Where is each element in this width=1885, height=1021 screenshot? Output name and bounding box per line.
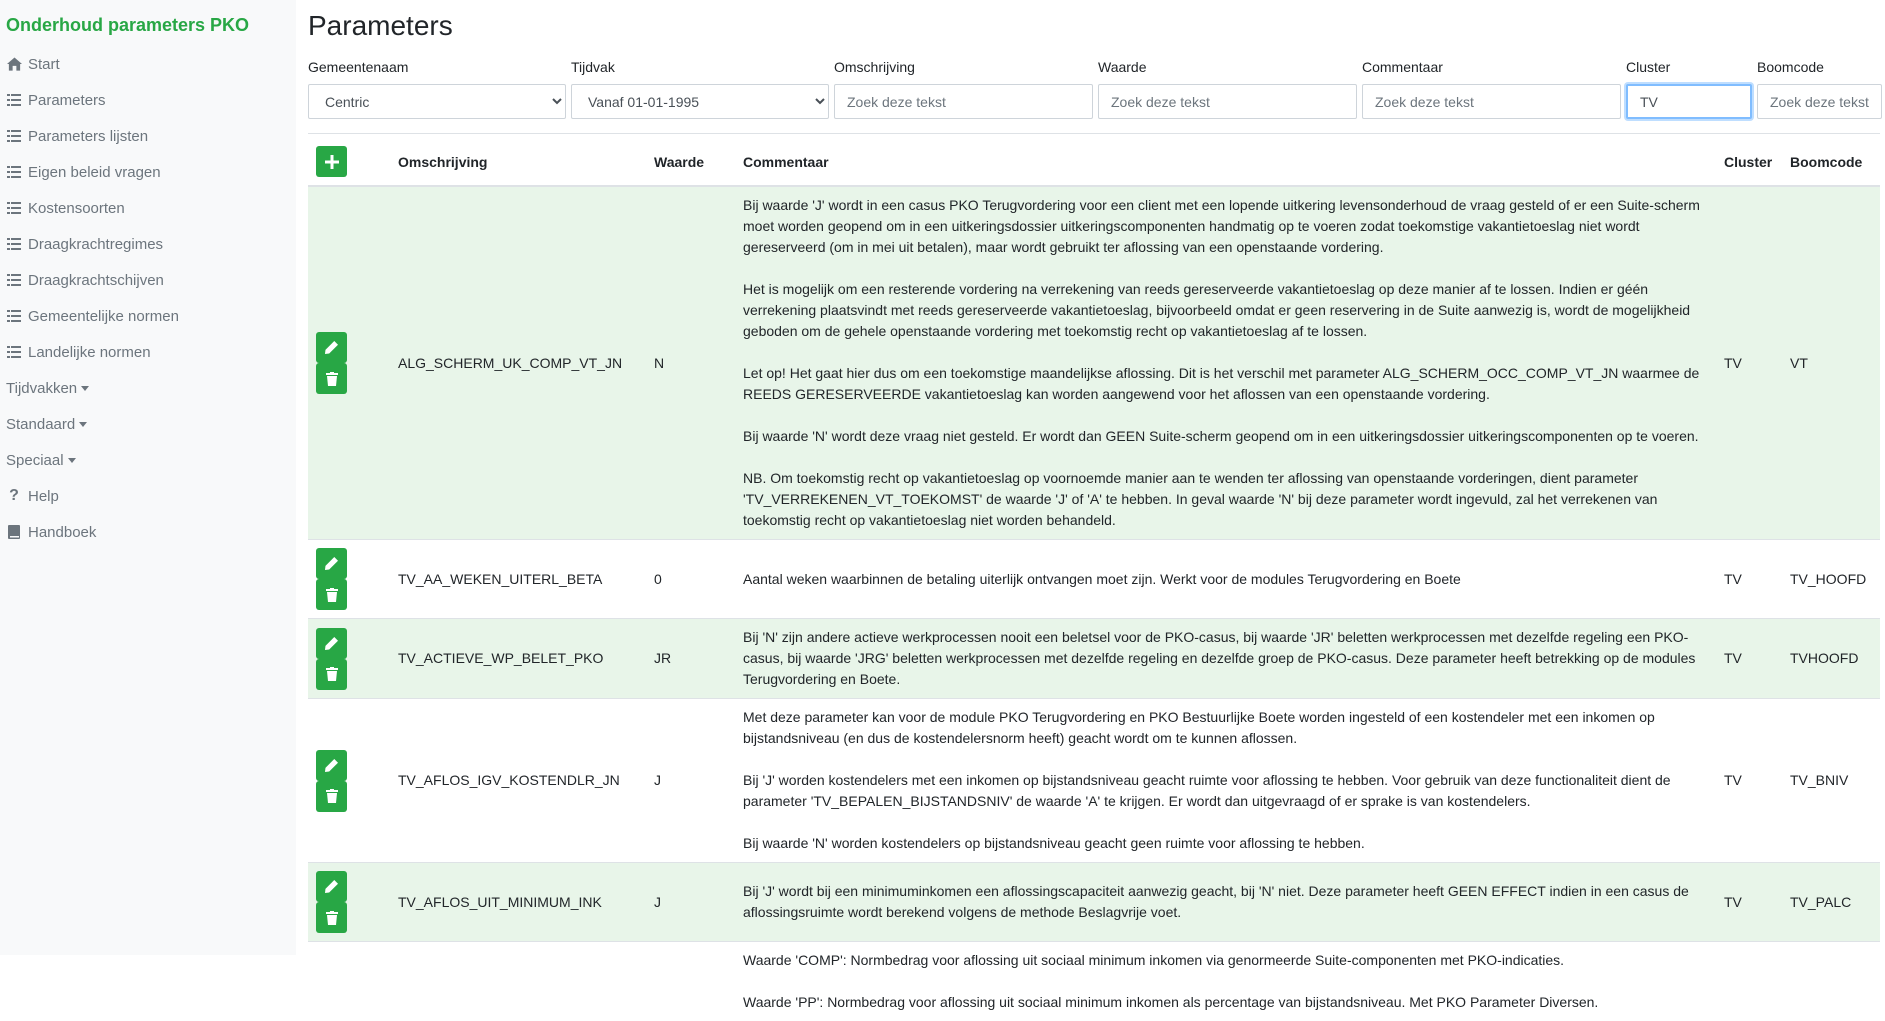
edit-button[interactable] xyxy=(316,750,347,781)
cluster-search-input[interactable] xyxy=(1626,84,1752,119)
cell-commentaar xyxy=(735,186,1716,540)
cell-cluster xyxy=(1716,942,1782,1021)
filter-tijdvak xyxy=(571,56,829,119)
cell-omschrijving: ALG_SCHERM_UK_COMP_VT_JN xyxy=(390,186,646,540)
list-icon xyxy=(6,344,22,360)
cell-cluster: TV xyxy=(1716,619,1782,699)
sidebar-item-label: Landelijke normen xyxy=(28,344,151,361)
header-boomcode[interactable]: Boomcode xyxy=(1782,138,1880,186)
header-commentaar[interactable]: Commentaar xyxy=(735,138,1716,186)
question-icon: ? xyxy=(6,488,22,504)
trash-icon xyxy=(326,789,338,803)
cell-boomcode xyxy=(1782,942,1880,1021)
header-omschrijving[interactable]: Omschrijving xyxy=(390,138,646,186)
header-waarde[interactable]: Waarde xyxy=(646,138,735,186)
filter-omschrijving xyxy=(834,56,1093,119)
filter-label: Commentaar xyxy=(1362,56,1621,78)
book-icon xyxy=(6,524,22,540)
sidebar-item-draagkrachtregimes[interactable] xyxy=(0,226,296,262)
cell-cluster: TV xyxy=(1716,863,1782,942)
comment-paragraph: NB. Om toekomstig recht op vakantietoeslag op voornoemde manier aan te wenden ter aflossing van openstaande vorderingen, dient parameter 'TV_VERREKENEN_VT_TOEKOMST' de waarde 'J' of 'A' te hebben. In geval waarde 'N' bij deze parameter wordt ingevuld, zal het verrekenen van toekomstig recht op vakantietoeslag niet worden behandeld. xyxy=(743,468,1708,531)
divider xyxy=(308,133,1880,134)
list-icon xyxy=(6,92,22,108)
comment-paragraph: Waarde 'COMP': Normbedrag voor aflossing uit sociaal minimum inkomen via genormeerde Suite-componenten met PKO-indicaties. xyxy=(743,950,1708,971)
table-row xyxy=(308,186,1880,540)
list-icon xyxy=(6,308,22,324)
delete-button[interactable] xyxy=(316,902,347,933)
sidebar-item-parameters[interactable] xyxy=(0,82,296,118)
filter-label: Gemeentenaam xyxy=(308,56,566,78)
sidebar-item-label: Start xyxy=(28,56,60,73)
filter-label: Tijdvak xyxy=(571,56,829,78)
list-icon xyxy=(6,200,22,216)
comment-paragraph: Het is mogelijk om een resterende vordering na verrekening van reeds gereserveerde vakantietoeslag op deze manier af te lossen. Indien er géén verrekening plaatsvindt met reeds gereserveerde vakantietoeslag, bijvoorbeeld omdat er geen reservering in de Suite aanwezig is, wordt de mogelijkheid geboden om de gehele openstaande vordering met toekomstig recht op vakantietoeslag af te lossen. xyxy=(743,279,1708,342)
cell-boomcode: TV_PALC xyxy=(1782,863,1880,942)
sidebar-item-label: Help xyxy=(28,488,59,505)
caret-down-icon xyxy=(68,458,76,463)
sidebar-item-gemeentelijke-normen[interactable] xyxy=(0,298,296,334)
sidebar-item-label: Standaard xyxy=(6,416,75,433)
cell-omschrijving: TV_AFLOS_UIT_MINIMUM_INK xyxy=(390,863,646,942)
sidebar-dropdown-tijdvakken[interactable] xyxy=(0,370,296,406)
commentaar-search-input[interactable] xyxy=(1362,84,1621,119)
sidebar-item-label: Speciaal xyxy=(6,452,64,469)
cell-waarde: 0 xyxy=(646,540,735,619)
list-icon xyxy=(6,128,22,144)
delete-button[interactable] xyxy=(316,363,347,394)
tijdvak-select[interactable] xyxy=(571,84,829,119)
sidebar-item-label: Parameters xyxy=(28,92,106,109)
page-title: Parameters xyxy=(308,2,1880,50)
cell-waarde xyxy=(646,942,735,1021)
cell-commentaar xyxy=(735,619,1716,699)
filter-label: Waarde xyxy=(1098,56,1357,78)
cell-waarde: J xyxy=(646,699,735,863)
cell-omschrijving: TV_AA_WEKEN_UITERL_BETA xyxy=(390,540,646,619)
list-icon xyxy=(6,236,22,252)
row-actions xyxy=(308,863,390,942)
cell-commentaar xyxy=(735,942,1716,1021)
cell-boomcode: VT xyxy=(1782,186,1880,540)
edit-button[interactable] xyxy=(316,548,347,579)
comment-paragraph: Bij 'N' zijn andere actieve werkprocessen nooit een beletsel voor de PKO-casus, bij waarde 'JR' beletten werkprocessen met dezelfde regeling een PKO-casus, bij waarde 'JRG' beletten werkprocessen met dezelfde regeling en dezelfde groep de PKO-casus. Deze parameter heeft betrekking op de modules Terugvordering en Boete. xyxy=(743,627,1708,690)
comment-paragraph: Let op! Het gaat hier dus om een toekomstige maandelijkse aflossing. Dit is het verschil met parameter ALG_SCHERM_OCC_COMP_VT_JN waarmee de REEDS GERESERVEERDE vakantietoeslag kan worden aangewend voor het aflossen van een openstaande vordering. xyxy=(743,363,1708,405)
filter-boomcode xyxy=(1757,56,1882,119)
cell-omschrijving xyxy=(390,942,646,1021)
sidebar-item-start[interactable] xyxy=(0,46,296,82)
pencil-icon xyxy=(325,880,338,893)
sidebar-item-label: Draagkrachtschijven xyxy=(28,272,164,289)
table-row xyxy=(308,540,1880,619)
cell-cluster: TV xyxy=(1716,699,1782,863)
sidebar-item-draagkrachtschijven[interactable] xyxy=(0,262,296,298)
filter-gemeentenaam xyxy=(308,56,566,119)
trash-icon xyxy=(326,372,338,386)
row-actions xyxy=(308,186,390,540)
waarde-search-input[interactable] xyxy=(1098,84,1357,119)
filter-label: Cluster xyxy=(1626,56,1752,78)
parameters-table xyxy=(308,138,1880,1021)
home-icon xyxy=(6,56,22,72)
sidebar-item-eigen-beleid-vragen[interactable] xyxy=(0,154,296,190)
sidebar xyxy=(0,0,296,955)
header-actions xyxy=(308,138,390,186)
boomcode-search-input[interactable] xyxy=(1757,84,1882,119)
caret-down-icon xyxy=(79,422,87,427)
main-content xyxy=(308,0,1880,1021)
table-row xyxy=(308,863,1880,942)
comment-paragraph: Met deze parameter kan voor de module PKO Terugvordering en PKO Bestuurlijke Boete worden ingesteld of een kostendeler met een inkomen op bijstandsniveau (en dus de kostendelersnorm heeft) geacht wordt om te kunnen aflossen. xyxy=(743,707,1708,749)
list-icon xyxy=(6,164,22,180)
pencil-icon xyxy=(325,637,338,650)
row-actions xyxy=(308,942,390,1021)
header-cluster[interactable]: Cluster xyxy=(1716,138,1782,186)
sidebar-item-kostensoorten[interactable] xyxy=(0,190,296,226)
table-row xyxy=(308,619,1880,699)
cell-commentaar xyxy=(735,863,1716,942)
sidebar-item-label: Draagkrachtregimes xyxy=(28,236,163,253)
cell-omschrijving: TV_ACTIEVE_WP_BELET_PKO xyxy=(390,619,646,699)
sidebar-dropdown-speciaal[interactable] xyxy=(0,442,296,478)
filter-bar xyxy=(308,56,1880,119)
delete-button[interactable] xyxy=(316,579,347,610)
cell-boomcode: TV_BNIV xyxy=(1782,699,1880,863)
cell-omschrijving: TV_AFLOS_IGV_KOSTENDLR_JN xyxy=(390,699,646,863)
sidebar-item-label: Parameters lijsten xyxy=(28,128,148,145)
comment-paragraph: Bij 'J' worden kostendelers met een inkomen op bijstandsniveau geacht ruimte voor aflossing te hebben. Voor gebruik van deze functionaliteit dient de parameter 'TV_BEPALEN_BIJSTANDSNIV' de waarde 'A' te krijgen. Er wordt dan uitgevraagd of er sprake is van kostendelers. xyxy=(743,770,1708,812)
table-row xyxy=(308,699,1880,863)
row-actions xyxy=(308,619,390,699)
sidebar-item-landelijke-normen[interactable] xyxy=(0,334,296,370)
cell-cluster: TV xyxy=(1716,186,1782,540)
filter-waarde xyxy=(1098,56,1357,119)
omschrijving-search-input[interactable] xyxy=(834,84,1093,119)
pencil-icon xyxy=(325,759,338,772)
cell-commentaar xyxy=(735,699,1716,863)
cell-boomcode: TV_HOOFD xyxy=(1782,540,1880,619)
sidebar-item-label: Kostensoorten xyxy=(28,200,125,217)
table-row xyxy=(308,942,1880,1021)
gemeentenaam-select[interactable] xyxy=(308,84,566,119)
filter-label: Omschrijving xyxy=(834,56,1093,78)
cell-commentaar xyxy=(735,540,1716,619)
filter-commentaar xyxy=(1362,56,1621,119)
sidebar-dropdown-standaard[interactable] xyxy=(0,406,296,442)
delete-button[interactable] xyxy=(316,659,347,690)
comment-paragraph: Bij waarde 'N' wordt deze vraag niet gesteld. Er wordt dan GEEN Suite-scherm geopend om in een uitkeringsdossier uitkeringscomponenten op te voeren. xyxy=(743,426,1708,447)
edit-button[interactable] xyxy=(316,332,347,363)
table-header-row xyxy=(308,138,1880,186)
cell-boomcode: TVHOOFD xyxy=(1782,619,1880,699)
cell-waarde: N xyxy=(646,186,735,540)
sidebar-item-label: Tijdvakken xyxy=(6,380,77,397)
cell-cluster: TV xyxy=(1716,540,1782,619)
filter-cluster xyxy=(1626,56,1752,119)
comment-paragraph: Aantal weken waarbinnen de betaling uiterlijk ontvangen moet zijn. Werkt voor de modules Terugvordering en Boete xyxy=(743,569,1708,590)
cell-waarde: JR xyxy=(646,619,735,699)
delete-button[interactable] xyxy=(316,781,347,812)
pencil-icon xyxy=(325,341,338,354)
trash-icon xyxy=(326,588,338,602)
sidebar-item-handboek[interactable] xyxy=(0,514,296,550)
sidebar-item-label: Eigen beleid vragen xyxy=(28,164,161,181)
row-actions xyxy=(308,540,390,619)
sidebar-item-help[interactable] xyxy=(0,478,296,514)
comment-paragraph: Bij 'J' wordt bij een minimuminkomen een aflossingscapaciteit aanwezig geacht, bij 'N' niet. Deze parameter heeft GEEN EFFECT indien in een casus de aflossingsruimte wordt berekend volgens de methode Beslagvrije voet. xyxy=(743,881,1708,923)
add-parameter-button[interactable] xyxy=(316,146,347,177)
pencil-icon xyxy=(325,557,338,570)
row-actions xyxy=(308,699,390,863)
caret-down-icon xyxy=(81,386,89,391)
comment-paragraph: Bij waarde 'J' wordt in een casus PKO Terugvordering voor een client met een lopende uitkering levensonderhoud de vraag gesteld of er een Suite-scherm moet worden geopend om in een uitkeringsdossier uitkeringscomponenten handmatig op te voeren zodat toekomstige vakantietoeslag niet wordt gereserveerd (om in mei uit betalen), maar wordt gebruikt ter aflossing van een openstaande vordering. xyxy=(743,195,1708,258)
sidebar-item-label: Handboek xyxy=(28,524,96,541)
list-icon xyxy=(6,272,22,288)
comment-paragraph: Waarde 'PP': Normbedrag voor aflossing uit sociaal minimum inkomen als percentage van bijstandsniveau. Met PKO Parameter Diversen. xyxy=(743,992,1708,1013)
app-title[interactable]: Onderhoud parameters PKO xyxy=(0,12,296,38)
trash-icon xyxy=(326,667,338,681)
edit-button[interactable] xyxy=(316,628,347,659)
cell-waarde: J xyxy=(646,863,735,942)
plus-icon xyxy=(325,155,339,169)
comment-paragraph: Bij waarde 'N' worden kostendelers op bijstandsniveau geacht geen ruimte voor aflossing te hebben. xyxy=(743,833,1708,854)
trash-icon xyxy=(326,911,338,925)
edit-button[interactable] xyxy=(316,871,347,902)
sidebar-item-label: Gemeentelijke normen xyxy=(28,308,179,325)
sidebar-item-parameters-lijsten[interactable] xyxy=(0,118,296,154)
filter-label: Boomcode xyxy=(1757,56,1882,78)
